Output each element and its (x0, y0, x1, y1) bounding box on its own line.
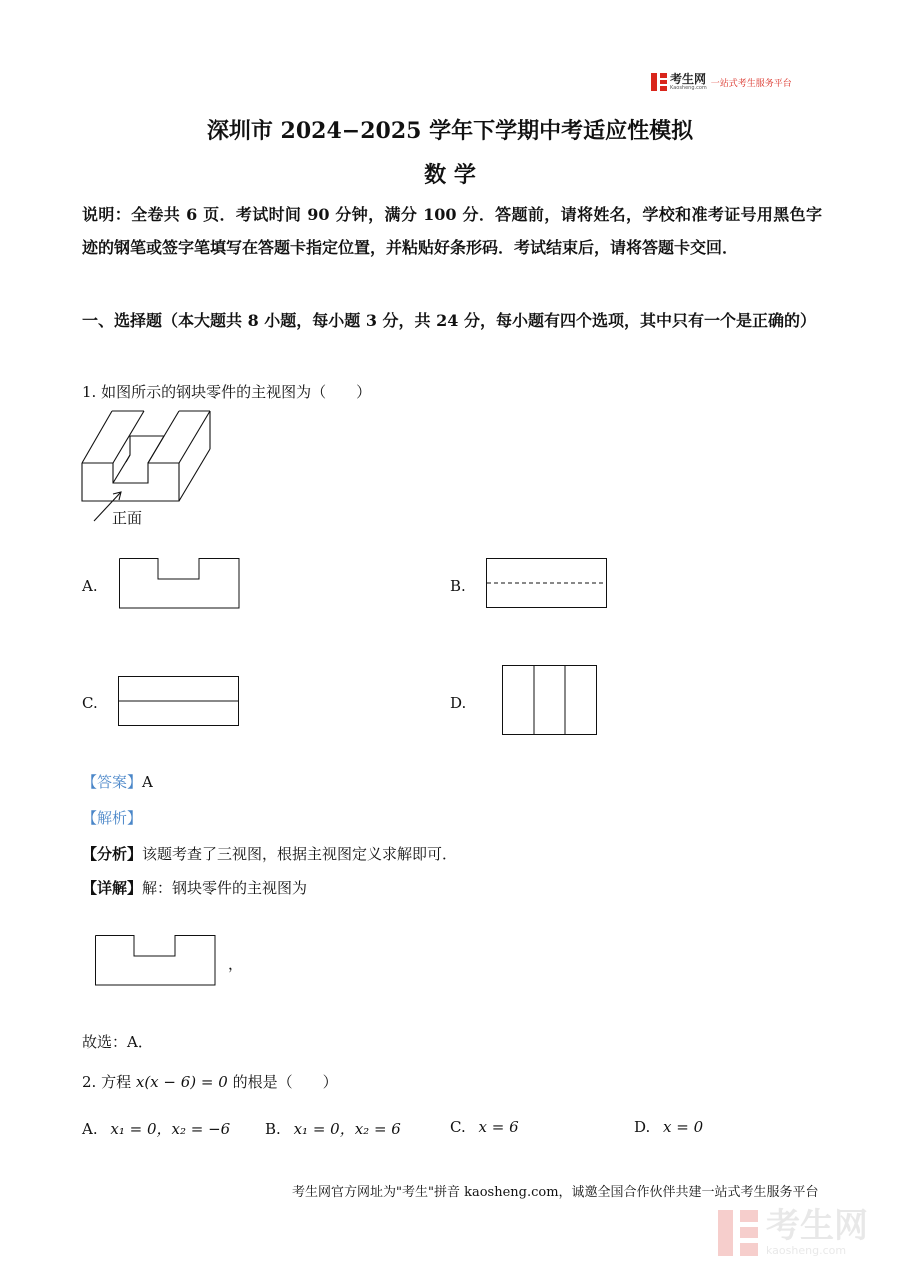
q2-option-c-label: C. (450, 1118, 466, 1136)
section-one-heading: 一、选择题（本大题共 8 小题，每小题 3 分，共 24 分，每小题有四个选项，其中只有一个是正确的） (82, 311, 816, 330)
q2-option-a-label: A. (82, 1120, 98, 1138)
q2-option-c-text: x = 6 (478, 1118, 519, 1136)
analysis-tag: 【解析】 (82, 809, 143, 827)
watermark (718, 1208, 868, 1257)
q1-option-b-figure[interactable] (486, 558, 608, 610)
q1-option-a-figure[interactable] (119, 558, 241, 610)
q1-option-c-label[interactable]: C. (82, 694, 98, 712)
q2-option-a-text: x₁ = 0，x₂ = −6 (110, 1120, 231, 1138)
brand-slogan: 一站式考生服务平台 (710, 78, 792, 89)
kaosheng-logo-icon (651, 73, 667, 91)
q2-option-d[interactable] (634, 1118, 703, 1136)
q2-stem-suffix: 的根是（ ） (232, 1073, 338, 1091)
exam-title: 深圳市 2024−2025 学年下学期中考适应性模拟 (206, 118, 694, 144)
figure-front-label: 正面 (112, 509, 143, 527)
q2-stem (82, 1071, 338, 1092)
q1-conclusion: 故选：A． (82, 1033, 153, 1051)
q2-option-d-text: x = 0 (663, 1118, 704, 1136)
q1-solution-figure (95, 935, 217, 987)
brand-logo (651, 73, 792, 91)
steel-block-figure (80, 408, 220, 528)
page-footer: 考生网官方网址为"考生"拼音 kaosheng.com，诚邀全国合作伙伴共建一站式考生服务平台 (292, 1185, 819, 1200)
q1-fenxi (82, 843, 457, 864)
brand-domain: Kaosheng.com (670, 85, 707, 91)
q2-option-c[interactable] (450, 1118, 519, 1136)
brand-name: 考生网 (670, 72, 707, 86)
q2-stem-prefix: 2. 方程 (82, 1073, 132, 1091)
answer-value: A (142, 773, 153, 791)
q1-answer (82, 771, 153, 792)
xiangjie-text: 解：钢块零件的主视图为 (142, 879, 308, 897)
xiangjie-tag: 【详解】 (82, 879, 143, 897)
q1-option-b-label[interactable]: B. (450, 577, 466, 595)
watermark-domain: kaosheng.com (766, 1244, 847, 1257)
instructions: 说明：全卷共 6 页．考试时间 90 分钟，满分 100 分．答题前，请将姓名，学校和准考证号用黑色字迹的钢笔或签字笔填写在答题卡指定位置，并粘贴好条形码．考试结束后，请将答题卡交回． (82, 205, 822, 257)
q1-option-d-label[interactable]: D. (450, 694, 467, 712)
q1-xiangjie (82, 877, 307, 898)
q1-option-a-label[interactable]: A. (82, 577, 98, 595)
q1-option-d-figure[interactable] (502, 665, 598, 737)
answer-tag: 【答案】 (82, 773, 143, 791)
q1-stem: 1. 如图所示的钢块零件的主视图为（ ） (82, 383, 372, 401)
q2-option-b[interactable] (265, 1118, 401, 1139)
q2-option-b-label: B. (265, 1120, 281, 1138)
watermark-logo-icon (718, 1210, 758, 1256)
fenxi-text: 该题考查了三视图，根据主视图定义求解即可． (142, 845, 458, 863)
q2-option-d-label: D. (634, 1118, 651, 1136)
q2-option-a[interactable] (82, 1118, 230, 1139)
q2-equation: x(x − 6) = 0 (135, 1073, 228, 1091)
q1-option-c-figure[interactable] (118, 676, 240, 728)
watermark-name: 考生网 (766, 1206, 868, 1246)
fenxi-tag: 【分析】 (82, 845, 143, 863)
solution-comma: ， (228, 955, 244, 973)
q2-option-b-text: x₁ = 0，x₂ = 6 (293, 1120, 401, 1138)
subject-title: 数 学 (424, 162, 476, 188)
